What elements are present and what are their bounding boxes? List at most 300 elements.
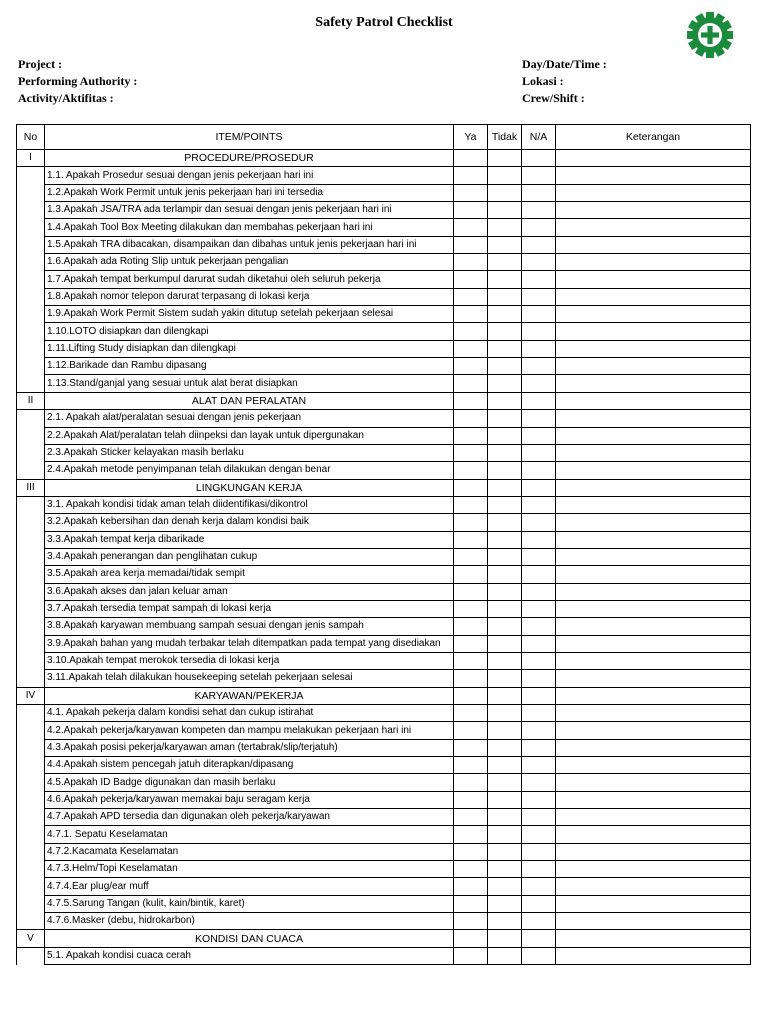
ya-cell[interactable] — [454, 254, 488, 271]
na-cell[interactable] — [522, 323, 556, 340]
ya-cell[interactable] — [454, 670, 488, 687]
checklist-table — [16, 124, 751, 965]
na-cell[interactable] — [522, 271, 556, 288]
tidak-cell[interactable] — [488, 722, 522, 739]
keterangan-cell[interactable] — [556, 271, 751, 288]
section-blank-cell — [454, 150, 488, 167]
na-cell[interactable] — [522, 618, 556, 635]
section-blank-cell — [522, 687, 556, 704]
keterangan-cell[interactable] — [556, 809, 751, 826]
table-row — [17, 236, 751, 253]
row-number-cell — [17, 583, 45, 600]
keterangan-cell[interactable] — [556, 791, 751, 808]
row-number-cell — [17, 167, 45, 184]
tidak-cell[interactable] — [488, 236, 522, 253]
na-cell[interactable] — [522, 531, 556, 548]
table-row — [17, 444, 751, 461]
item-text: 4.2.Apakah pekerja/karyawan kompeten dan mampu melakukan pekerjaan hari ini — [45, 722, 454, 739]
item-text: 3.10.Apakah tempat merokok tersedia di lokasi kerja — [45, 652, 454, 669]
na-cell[interactable] — [522, 913, 556, 930]
section-blank-cell — [488, 150, 522, 167]
section-number: IV — [17, 687, 45, 704]
keterangan-cell[interactable] — [556, 861, 751, 878]
keterangan-cell[interactable] — [556, 323, 751, 340]
table-row — [17, 947, 751, 964]
na-cell[interactable] — [522, 757, 556, 774]
keterangan-cell[interactable] — [556, 375, 751, 392]
ya-cell[interactable] — [454, 566, 488, 583]
ya-cell[interactable] — [454, 288, 488, 305]
ya-cell[interactable] — [454, 705, 488, 722]
header-no: No — [17, 125, 45, 150]
keterangan-cell[interactable] — [556, 202, 751, 219]
ya-cell[interactable] — [454, 635, 488, 652]
item-text: 2.3.Apakah Sticker kelayakan masih berlaku — [45, 444, 454, 461]
ya-cell[interactable] — [454, 895, 488, 912]
tidak-cell[interactable] — [488, 271, 522, 288]
row-number-cell — [17, 514, 45, 531]
meta-left-block — [18, 56, 137, 107]
row-number-cell — [17, 739, 45, 756]
item-text: 3.1. Apakah kondisi tidak aman telah diidentifikasi/dikontrol — [45, 496, 454, 513]
keterangan-cell[interactable] — [556, 254, 751, 271]
section-blank-cell — [454, 930, 488, 947]
keterangan-cell[interactable] — [556, 496, 751, 513]
item-text: 4.5.Apakah ID Badge digunakan dan masih berlaku — [45, 774, 454, 791]
header-na: N/A — [522, 125, 556, 150]
na-cell[interactable] — [522, 444, 556, 461]
tidak-cell[interactable] — [488, 566, 522, 583]
keterangan-cell[interactable] — [556, 635, 751, 652]
ya-cell[interactable] — [454, 652, 488, 669]
tidak-cell[interactable] — [488, 548, 522, 565]
keterangan-cell[interactable] — [556, 410, 751, 427]
tidak-cell[interactable] — [488, 600, 522, 617]
document-title: Safety Patrol Checklist — [315, 15, 453, 30]
item-text: 1.4.Apakah Tool Box Meeting dilakukan dan membahas pekerjaan hari ini — [45, 219, 454, 236]
table-row — [17, 774, 751, 791]
item-text: 1.10.LOTO disiapkan dan dilengkapi — [45, 323, 454, 340]
keterangan-cell[interactable] — [556, 340, 751, 357]
tidak-cell[interactable] — [488, 288, 522, 305]
item-text: 1.8.Apakah nomor telepon darurat terpasang di lokasi kerja — [45, 288, 454, 305]
ya-cell[interactable] — [454, 913, 488, 930]
tidak-cell[interactable] — [488, 774, 522, 791]
keterangan-cell[interactable] — [556, 826, 751, 843]
row-number-cell — [17, 722, 45, 739]
keterangan-cell[interactable] — [556, 219, 751, 236]
item-text: 4.4.Apakah sistem pencegah jatuh diterapkan/dipasang — [45, 757, 454, 774]
tidak-cell[interactable] — [488, 306, 522, 323]
table-row — [17, 548, 751, 565]
item-text: 4.1. Apakah pekerja dalam kondisi sehat dan cukup istirahat — [45, 705, 454, 722]
ya-cell[interactable] — [454, 947, 488, 964]
na-cell[interactable] — [522, 202, 556, 219]
table-row — [17, 843, 751, 860]
na-cell[interactable] — [522, 306, 556, 323]
item-text: 4.7.4.Ear plug/ear muff — [45, 878, 454, 895]
keterangan-cell[interactable] — [556, 913, 751, 930]
row-number-cell — [17, 670, 45, 687]
tidak-cell[interactable] — [488, 444, 522, 461]
ya-cell[interactable] — [454, 739, 488, 756]
na-cell[interactable] — [522, 774, 556, 791]
ya-cell[interactable] — [454, 791, 488, 808]
tidak-cell[interactable] — [488, 843, 522, 860]
green-gear-cross-icon — [682, 12, 738, 58]
row-number-cell — [17, 236, 45, 253]
na-cell[interactable] — [522, 895, 556, 912]
na-cell[interactable] — [522, 809, 556, 826]
row-number-cell — [17, 809, 45, 826]
keterangan-cell[interactable] — [556, 184, 751, 201]
tidak-cell[interactable] — [488, 375, 522, 392]
ya-cell[interactable] — [454, 600, 488, 617]
row-number-cell — [17, 791, 45, 808]
item-text: 3.5.Apakah area kerja memadai/tidak sempit — [45, 566, 454, 583]
item-text: 4.6.Apakah pekerja/karyawan memakai baju seragam kerja — [45, 791, 454, 808]
header-tidak: Tidak — [488, 125, 522, 150]
item-text: 1.9.Apakah Work Permit Sistem sudah yakin ditutup setelah pekerjaan selesai — [45, 306, 454, 323]
item-text: 1.13.Stand/ganjal yang sesuai untuk alat berat disiapkan — [45, 375, 454, 392]
keterangan-cell[interactable] — [556, 548, 751, 565]
row-number-cell — [17, 375, 45, 392]
row-number-cell — [17, 184, 45, 201]
section-blank-cell — [556, 150, 751, 167]
tidak-cell[interactable] — [488, 618, 522, 635]
keterangan-cell[interactable] — [556, 514, 751, 531]
ya-cell[interactable] — [454, 496, 488, 513]
table-row — [17, 635, 751, 652]
item-text: 2.2.Apakah Alat/peralatan telah diinpeksi dan layak untuk dipergunakan — [45, 427, 454, 444]
item-text: 3.8.Apakah karyawan membuang sampah sesuai dengan jenis sampah — [45, 618, 454, 635]
ya-cell[interactable] — [454, 340, 488, 357]
ya-cell[interactable] — [454, 861, 488, 878]
crew-shift-label: Crew/Shift : — [522, 91, 585, 105]
meta-right-block — [522, 56, 607, 107]
tidak-cell[interactable] — [488, 410, 522, 427]
na-cell[interactable] — [522, 583, 556, 600]
item-text: 1.3.Apakah JSA/TRA ada terlampir dan sesuai dengan jenis pekerjaan hari ini — [45, 202, 454, 219]
table-row — [17, 514, 751, 531]
na-cell[interactable] — [522, 167, 556, 184]
table-row — [17, 410, 751, 427]
na-cell[interactable] — [522, 791, 556, 808]
item-text: 1.7.Apakah tempat berkumpul darurat sudah diketahui oleh seluruh pekerja — [45, 271, 454, 288]
keterangan-cell[interactable] — [556, 705, 751, 722]
na-cell[interactable] — [522, 652, 556, 669]
table-row — [17, 358, 751, 375]
table-row — [17, 271, 751, 288]
ya-cell[interactable] — [454, 375, 488, 392]
tidak-cell[interactable] — [488, 739, 522, 756]
item-text: 3.4.Apakah penerangan dan penglihatan cukup — [45, 548, 454, 565]
performing-authority-label: Performing Authority : — [18, 74, 138, 88]
keterangan-cell[interactable] — [556, 618, 751, 635]
ya-cell[interactable] — [454, 809, 488, 826]
section-title: ALAT DAN PERALATAN — [45, 392, 454, 409]
keterangan-cell[interactable] — [556, 583, 751, 600]
na-cell[interactable] — [522, 635, 556, 652]
tidak-cell[interactable] — [488, 635, 522, 652]
na-cell[interactable] — [522, 462, 556, 479]
tidak-cell[interactable] — [488, 861, 522, 878]
row-number-cell — [17, 843, 45, 860]
item-text: 4.7.Apakah APD tersedia dan digunakan oleh pekerja/karyawan — [45, 809, 454, 826]
keterangan-cell[interactable] — [556, 895, 751, 912]
na-cell[interactable] — [522, 548, 556, 565]
ya-cell[interactable] — [454, 271, 488, 288]
item-text: 1.11.Lifting Study disiapkan dan dilengkapi — [45, 340, 454, 357]
row-number-cell — [17, 600, 45, 617]
row-number-cell — [17, 444, 45, 461]
tidak-cell[interactable] — [488, 705, 522, 722]
row-number-cell — [17, 219, 45, 236]
keterangan-cell[interactable] — [556, 531, 751, 548]
keterangan-cell[interactable] — [556, 878, 751, 895]
table-row — [17, 600, 751, 617]
na-cell[interactable] — [522, 947, 556, 964]
tidak-cell[interactable] — [488, 826, 522, 843]
section-title: LINGKUNGAN KERJA — [45, 479, 454, 496]
tidak-cell[interactable] — [488, 323, 522, 340]
ya-cell[interactable] — [454, 219, 488, 236]
tidak-cell[interactable] — [488, 254, 522, 271]
section-row — [17, 392, 751, 409]
table-row — [17, 826, 751, 843]
section-row — [17, 150, 751, 167]
table-row — [17, 583, 751, 600]
na-cell[interactable] — [522, 705, 556, 722]
table-row — [17, 757, 751, 774]
header-keterangan: Keterangan — [556, 125, 751, 150]
tidak-cell[interactable] — [488, 340, 522, 357]
section-blank-cell — [454, 479, 488, 496]
header-item-points: ITEM/POINTS — [45, 125, 454, 150]
tidak-cell[interactable] — [488, 202, 522, 219]
na-cell[interactable] — [522, 358, 556, 375]
item-text: 3.2.Apakah kebersihan dan denah kerja dalam kondisi baik — [45, 514, 454, 531]
ya-cell[interactable] — [454, 618, 488, 635]
keterangan-cell[interactable] — [556, 670, 751, 687]
na-cell[interactable] — [522, 600, 556, 617]
keterangan-cell[interactable] — [556, 288, 751, 305]
tidak-cell[interactable] — [488, 791, 522, 808]
project-label: Project : — [18, 57, 63, 71]
row-number-cell — [17, 323, 45, 340]
ya-cell[interactable] — [454, 184, 488, 201]
table-row — [17, 340, 751, 357]
table-row — [17, 739, 751, 756]
table-row — [17, 219, 751, 236]
item-text: 4.7.1. Sepatu Keselamatan — [45, 826, 454, 843]
row-number-cell — [17, 340, 45, 357]
tidak-cell[interactable] — [488, 757, 522, 774]
na-cell[interactable] — [522, 496, 556, 513]
na-cell[interactable] — [522, 288, 556, 305]
keterangan-cell[interactable] — [556, 774, 751, 791]
table-row — [17, 861, 751, 878]
keterangan-cell[interactable] — [556, 739, 751, 756]
tidak-cell[interactable] — [488, 358, 522, 375]
tidak-cell[interactable] — [488, 652, 522, 669]
na-cell[interactable] — [522, 375, 556, 392]
tidak-cell[interactable] — [488, 913, 522, 930]
na-cell[interactable] — [522, 219, 556, 236]
ya-cell[interactable] — [454, 531, 488, 548]
tidak-cell[interactable] — [488, 427, 522, 444]
na-cell[interactable] — [522, 514, 556, 531]
na-cell[interactable] — [522, 722, 556, 739]
section-blank-cell — [488, 930, 522, 947]
keterangan-cell[interactable] — [556, 236, 751, 253]
tidak-cell[interactable] — [488, 878, 522, 895]
tidak-cell[interactable] — [488, 583, 522, 600]
section-blank-cell — [454, 392, 488, 409]
ya-cell[interactable] — [454, 843, 488, 860]
section-number: II — [17, 392, 45, 409]
ya-cell[interactable] — [454, 757, 488, 774]
row-number-cell — [17, 861, 45, 878]
na-cell[interactable] — [522, 427, 556, 444]
ya-cell[interactable] — [454, 583, 488, 600]
ya-cell[interactable] — [454, 358, 488, 375]
section-number: III — [17, 479, 45, 496]
na-cell[interactable] — [522, 340, 556, 357]
section-title: KONDISI DAN CUACA — [45, 930, 454, 947]
keterangan-cell[interactable] — [556, 167, 751, 184]
na-cell[interactable] — [522, 861, 556, 878]
section-row — [17, 687, 751, 704]
na-cell[interactable] — [522, 670, 556, 687]
table-row — [17, 722, 751, 739]
row-number-cell — [17, 410, 45, 427]
keterangan-cell[interactable] — [556, 444, 751, 461]
section-blank-cell — [522, 150, 556, 167]
item-text: 4.7.6.Masker (debu, hidrokarbon) — [45, 913, 454, 930]
table-row — [17, 809, 751, 826]
na-cell[interactable] — [522, 410, 556, 427]
ya-cell[interactable] — [454, 167, 488, 184]
ya-cell[interactable] — [454, 826, 488, 843]
row-number-cell — [17, 548, 45, 565]
ya-cell[interactable] — [454, 410, 488, 427]
ya-cell[interactable] — [454, 427, 488, 444]
na-cell[interactable] — [522, 184, 556, 201]
na-cell[interactable] — [522, 878, 556, 895]
item-text: 3.9.Apakah bahan yang mudah terbakar telah ditempatkan pada tempat yang disediakan — [45, 635, 454, 652]
table-row — [17, 167, 751, 184]
keterangan-cell[interactable] — [556, 358, 751, 375]
ya-cell[interactable] — [454, 444, 488, 461]
ya-cell[interactable] — [454, 323, 488, 340]
day-date-time-label: Day/Date/Time : — [522, 57, 607, 71]
table-row — [17, 254, 751, 271]
tidak-cell[interactable] — [488, 462, 522, 479]
item-text: 4.3.Apakah posisi pekerja/karyawan aman (tertabrak/slip/terjatuh) — [45, 739, 454, 756]
keterangan-cell[interactable] — [556, 462, 751, 479]
tidak-cell[interactable] — [488, 219, 522, 236]
keterangan-cell[interactable] — [556, 843, 751, 860]
section-blank-cell — [454, 687, 488, 704]
tidak-cell[interactable] — [488, 895, 522, 912]
table-row — [17, 531, 751, 548]
tidak-cell[interactable] — [488, 496, 522, 513]
na-cell[interactable] — [522, 739, 556, 756]
table-row — [17, 288, 751, 305]
row-number-cell — [17, 202, 45, 219]
item-text: 4.7.5.Sarung Tangan (kulit, kain/bintik, karet) — [45, 895, 454, 912]
row-number-cell — [17, 878, 45, 895]
row-number-cell — [17, 774, 45, 791]
row-number-cell — [17, 496, 45, 513]
section-title: KARYAWAN/PEKERJA — [45, 687, 454, 704]
table-row — [17, 878, 751, 895]
table-row — [17, 184, 751, 201]
lokasi-label: Lokasi : — [522, 74, 564, 88]
row-number-cell — [17, 652, 45, 669]
item-text: 1.12.Barikade dan Rambu dipasang — [45, 358, 454, 375]
keterangan-cell[interactable] — [556, 566, 751, 583]
item-text: 3.3.Apakah tempat kerja dibarikade — [45, 531, 454, 548]
tidak-cell[interactable] — [488, 670, 522, 687]
tidak-cell[interactable] — [488, 947, 522, 964]
na-cell[interactable] — [522, 254, 556, 271]
table-row — [17, 306, 751, 323]
tidak-cell[interactable] — [488, 531, 522, 548]
tidak-cell[interactable] — [488, 514, 522, 531]
na-cell[interactable] — [522, 826, 556, 843]
row-number-cell — [17, 895, 45, 912]
section-row — [17, 930, 751, 947]
item-text: 1.6.Apakah ada Roting Slip untuk pekerjaan pengalian — [45, 254, 454, 271]
ya-cell[interactable] — [454, 548, 488, 565]
na-cell[interactable] — [522, 566, 556, 583]
section-blank-cell — [522, 930, 556, 947]
tidak-cell[interactable] — [488, 184, 522, 201]
keterangan-cell[interactable] — [556, 427, 751, 444]
keterangan-cell[interactable] — [556, 652, 751, 669]
na-cell[interactable] — [522, 843, 556, 860]
tidak-cell[interactable] — [488, 167, 522, 184]
tidak-cell[interactable] — [488, 809, 522, 826]
table-row — [17, 496, 751, 513]
row-number-cell — [17, 635, 45, 652]
keterangan-cell[interactable] — [556, 306, 751, 323]
ya-cell[interactable] — [454, 722, 488, 739]
section-blank-cell — [522, 392, 556, 409]
ya-cell[interactable] — [454, 774, 488, 791]
section-blank-cell — [488, 392, 522, 409]
section-title: PROCEDURE/PROSEDUR — [45, 150, 454, 167]
ya-cell[interactable] — [454, 514, 488, 531]
ya-cell[interactable] — [454, 236, 488, 253]
ya-cell[interactable] — [454, 306, 488, 323]
ya-cell[interactable] — [454, 462, 488, 479]
keterangan-cell[interactable] — [556, 722, 751, 739]
na-cell[interactable] — [522, 236, 556, 253]
keterangan-cell[interactable] — [556, 757, 751, 774]
checklist-body — [17, 150, 751, 965]
item-text: 3.6.Apakah akses dan jalan keluar aman — [45, 583, 454, 600]
ya-cell[interactable] — [454, 202, 488, 219]
keterangan-cell[interactable] — [556, 600, 751, 617]
item-text: 4.7.2.Kacamata Keselamatan — [45, 843, 454, 860]
ya-cell[interactable] — [454, 878, 488, 895]
row-number-cell — [17, 427, 45, 444]
keterangan-cell[interactable] — [556, 947, 751, 964]
item-text: 1.1. Apakah Prosedur sesuai dengan jenis pekerjaan hari ini — [45, 167, 454, 184]
